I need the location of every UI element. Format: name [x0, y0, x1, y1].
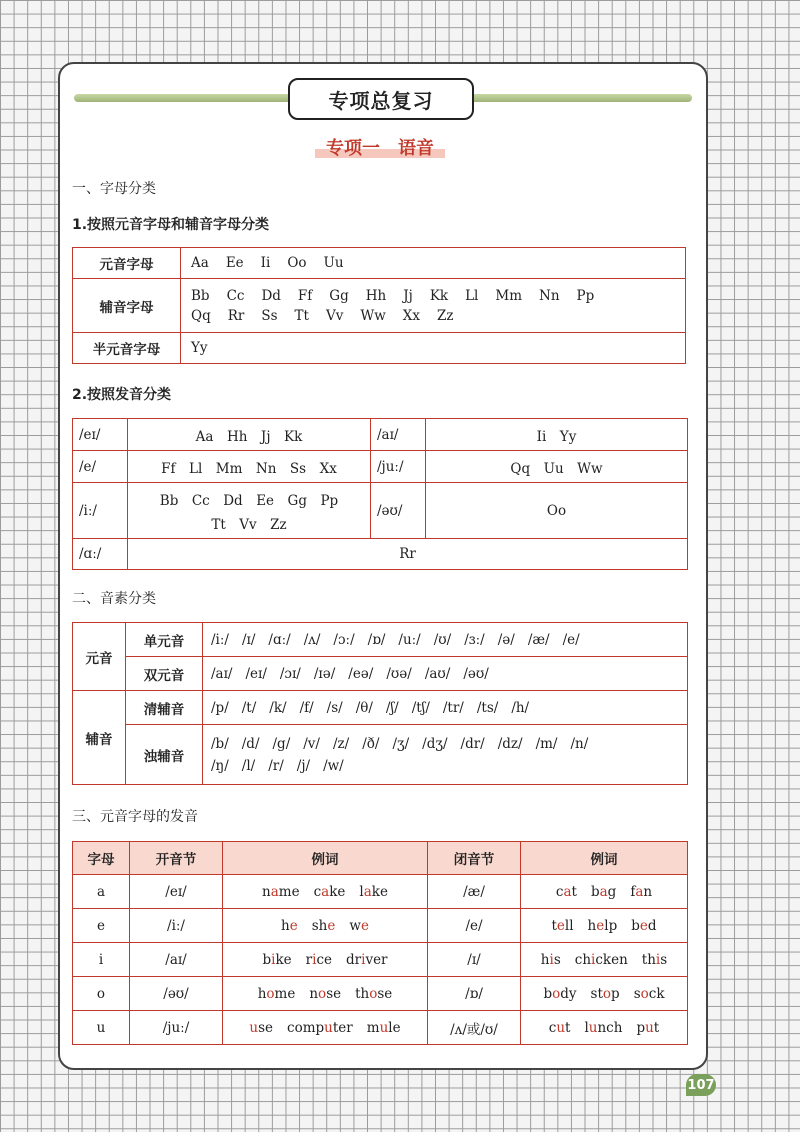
- word-part: st: [590, 985, 603, 1002]
- letter-cell: e: [73, 909, 130, 943]
- section2-heading: 二、音素分类: [72, 591, 156, 607]
- highlighted-letter: o: [552, 985, 561, 1002]
- example-word: [359, 884, 388, 900]
- word-part: me: [278, 883, 300, 900]
- list-token: /ʌ/: [303, 631, 321, 648]
- word-part: m: [366, 1019, 380, 1036]
- list-token: /ɒ/: [367, 631, 386, 648]
- table-row: [73, 333, 686, 364]
- highlighted-letter: o: [369, 985, 378, 1002]
- closed-syllable-cell: /ʌ/或/ʊ/: [428, 1011, 521, 1045]
- example-word: [249, 1020, 273, 1036]
- word-part: me: [274, 985, 296, 1002]
- table-row: [73, 977, 688, 1011]
- word-part: dr: [346, 951, 362, 968]
- open-words-cell: [223, 1011, 428, 1045]
- highlighted-letter: o: [602, 985, 612, 1002]
- word-part: se: [326, 985, 342, 1002]
- word-part: t: [551, 917, 557, 934]
- highlighted-letter: u: [645, 1019, 654, 1036]
- word-part: ll: [564, 917, 574, 934]
- letters-cell: Qq Uu Ww: [426, 451, 688, 483]
- letters-line: Bb Cc Dd Ee Gg Pp: [159, 492, 339, 509]
- row-label: 元音字母: [73, 248, 181, 279]
- highlighted-letter: e: [360, 917, 369, 934]
- word-part: c: [555, 883, 564, 900]
- table-row: [73, 279, 686, 333]
- table-row: [73, 419, 688, 451]
- list-token: /ɪ/: [241, 631, 256, 648]
- word-part: b: [631, 917, 640, 934]
- list-token: /tʃ/: [411, 699, 430, 716]
- list-token: /dʒ/: [422, 735, 448, 752]
- highlighted-letter: i: [271, 951, 276, 968]
- list-token: /v/: [303, 735, 320, 752]
- word-part: ke: [371, 883, 388, 900]
- letters-cell: Ii Yy: [426, 419, 688, 451]
- word-part: se: [258, 1019, 274, 1036]
- list-token: Tt: [294, 307, 309, 324]
- table-row: [73, 623, 688, 657]
- example-word: [591, 986, 620, 1002]
- phoneme-list: [203, 725, 688, 785]
- example-word: [543, 986, 576, 1002]
- word-part: h: [257, 985, 267, 1002]
- highlighted-letter: i: [312, 951, 317, 968]
- list-token: /l/: [241, 757, 256, 774]
- closed-words-cell: [521, 909, 688, 943]
- col-header: 例词: [223, 842, 428, 875]
- list-token: Zz: [437, 307, 454, 324]
- list-token: Ww: [360, 307, 386, 324]
- letter-cell: i: [73, 943, 130, 977]
- word-part: s: [553, 951, 561, 968]
- col-header: 闭音节: [428, 842, 521, 875]
- closed-syllable-cell: /e/: [428, 909, 521, 943]
- word-part: c: [548, 1019, 557, 1036]
- list-token: /k/: [269, 699, 287, 716]
- phoneme-cell: /əʊ/: [371, 483, 426, 539]
- list-token: /e/: [562, 631, 580, 648]
- list-token: /tr/: [442, 699, 464, 716]
- example-word: [631, 918, 656, 934]
- highlighted-letter: a: [599, 883, 608, 900]
- phoneme-table: [72, 622, 688, 785]
- example-word: [634, 986, 665, 1002]
- word-part: h: [281, 917, 290, 934]
- list-token: Gg: [329, 287, 349, 304]
- word-part: ck: [648, 985, 665, 1002]
- highlighted-letter: e: [596, 917, 605, 934]
- list-token: Hh: [365, 287, 387, 304]
- example-word: [312, 918, 336, 934]
- phoneme-cell: /eɪ/: [73, 419, 128, 451]
- page-title: 专项总复习: [288, 78, 474, 120]
- word-part: b: [543, 985, 553, 1002]
- section1-sub1: 1.按照元音字母和辅音字母分类: [72, 217, 270, 233]
- word-part: t: [565, 1019, 571, 1036]
- phoneme-cell: /aɪ/: [371, 419, 426, 451]
- highlighted-letter: e: [639, 917, 648, 934]
- example-word: [588, 918, 618, 934]
- list-token: Ll: [465, 287, 479, 304]
- example-word: [642, 952, 667, 968]
- list-token: /ʃ/: [385, 699, 399, 716]
- word-part: g: [607, 883, 617, 900]
- highlighted-letter: i: [361, 951, 366, 968]
- letters-cell: [181, 248, 686, 279]
- table-row: [73, 483, 688, 539]
- letter-cell: o: [73, 977, 130, 1011]
- highlighted-letter: a: [563, 883, 572, 900]
- group-label: 元音: [73, 623, 126, 691]
- list-token: /ə/: [497, 631, 515, 648]
- table-row: [73, 875, 688, 909]
- word-part: h: [587, 917, 597, 934]
- table-row: [73, 1011, 688, 1045]
- table-row: [73, 943, 688, 977]
- list-token: /əʊ/: [463, 665, 489, 682]
- list-token: /j/: [296, 757, 311, 774]
- list-token: Mm: [495, 287, 523, 304]
- word-part: n: [262, 883, 271, 900]
- list-token: /ʊə/: [386, 665, 412, 682]
- example-word: [287, 1020, 353, 1036]
- group-label: 辅音: [73, 691, 126, 785]
- highlighted-letter: i: [549, 951, 554, 968]
- list-token: /eə/: [348, 665, 374, 682]
- open-syllable-cell: /iː/: [130, 909, 223, 943]
- example-word: [541, 952, 561, 968]
- letters-cell: [128, 483, 371, 539]
- letter-cell: a: [73, 875, 130, 909]
- table-row: [73, 248, 686, 279]
- row-label: 辅音字母: [73, 279, 181, 333]
- list-token: /ɑː/: [268, 631, 291, 648]
- word-part: comp: [287, 1019, 325, 1036]
- vowel-pronunciation-table: [72, 841, 688, 1045]
- word-part: le: [388, 1019, 401, 1036]
- phoneme-list: [203, 623, 688, 657]
- list-token: /ʊ/: [433, 631, 452, 648]
- word-part: s: [633, 985, 641, 1002]
- highlighted-letter: u: [249, 1019, 259, 1036]
- closed-words-cell: [521, 875, 688, 909]
- open-syllable-cell: /juː/: [130, 1011, 223, 1045]
- word-part: h: [540, 951, 550, 968]
- example-word: [346, 952, 388, 968]
- col-header: 开音节: [130, 842, 223, 875]
- list-token: /n/: [570, 735, 589, 752]
- open-words-cell: [223, 977, 428, 1011]
- word-part: r: [305, 951, 313, 968]
- list-token: /ɔː/: [333, 631, 355, 648]
- highlighted-letter: i: [655, 951, 661, 968]
- word-part: ver: [365, 951, 388, 968]
- list-token: Bb: [191, 287, 210, 304]
- list-token: /dr/: [460, 735, 485, 752]
- word-part: l: [359, 883, 364, 900]
- example-word: [262, 952, 291, 968]
- word-part: w: [349, 917, 361, 934]
- list-token: /eɪ/: [245, 665, 267, 682]
- word-part: dy: [560, 985, 577, 1002]
- list-token: /dz/: [497, 735, 523, 752]
- list-token: /h/: [511, 699, 530, 716]
- word-part: cken: [595, 951, 628, 968]
- list-token: Ee: [225, 255, 244, 271]
- list-token: Rr: [227, 307, 245, 324]
- list-token: /p/: [211, 699, 229, 716]
- table-row: [73, 725, 688, 785]
- example-word: [551, 918, 573, 934]
- list-token: Xx: [402, 307, 421, 324]
- list-token: Ff: [297, 287, 313, 304]
- word-part: p: [611, 985, 620, 1002]
- example-word: [584, 1020, 622, 1036]
- table-row: [73, 451, 688, 483]
- word-part: t: [653, 1019, 660, 1036]
- list-token: /ʒ/: [392, 735, 410, 752]
- list-token: Pp: [576, 287, 595, 304]
- word-part: se: [377, 985, 393, 1002]
- list-token: Uu: [323, 255, 344, 271]
- highlighted-letter: o: [266, 985, 275, 1002]
- example-word: [549, 1020, 571, 1036]
- col-header: 字母: [73, 842, 130, 875]
- word-part: n: [643, 883, 653, 900]
- list-token: /z/: [332, 735, 350, 752]
- sound-class-table: [72, 418, 688, 570]
- example-word: [309, 986, 341, 1002]
- list-token: /ð/: [362, 735, 380, 752]
- word-part: ke: [329, 883, 346, 900]
- open-syllable-cell: /eɪ/: [130, 875, 223, 909]
- example-word: [258, 986, 296, 1002]
- section1-sub2: 2.按照发音分类: [72, 387, 172, 403]
- word-part: ce: [316, 951, 332, 968]
- phoneme-list: [203, 691, 688, 725]
- row-label: 半元音字母: [73, 333, 181, 364]
- list-token: /uː/: [398, 631, 421, 648]
- table-row: [73, 909, 688, 943]
- phoneme-list: [203, 657, 688, 691]
- example-word: [314, 884, 346, 900]
- example-word: [306, 952, 332, 968]
- word-part: nch: [597, 1019, 623, 1036]
- list-token: /aɪ/: [211, 665, 233, 682]
- example-word: [281, 918, 298, 934]
- letters-cell: [181, 279, 686, 333]
- page-number: 107: [686, 1074, 716, 1096]
- list-token: /ɪə/: [313, 665, 336, 682]
- section1-heading: 一、字母分类: [72, 181, 156, 197]
- word-part: b: [262, 951, 272, 968]
- list-token: Vv: [325, 307, 344, 324]
- highlighted-letter: u: [379, 1019, 389, 1036]
- letters-line: Tt Vv Zz: [211, 516, 287, 533]
- col-header: 例词: [521, 842, 688, 875]
- closed-words-cell: [521, 977, 688, 1011]
- word-part: b: [590, 883, 600, 900]
- list-token: /ɔɪ/: [279, 665, 301, 682]
- word-part: ter: [332, 1019, 353, 1036]
- highlighted-letter: u: [588, 1019, 598, 1036]
- table-header-row: [73, 842, 688, 875]
- list-token: Kk: [429, 287, 449, 304]
- list-token: /r/: [268, 757, 284, 774]
- open-syllable-cell: /aɪ/: [130, 943, 223, 977]
- list-token: /θ/: [355, 699, 373, 716]
- highlighted-letter: u: [324, 1019, 333, 1036]
- highlighted-letter: a: [270, 883, 279, 900]
- word-part: th: [641, 951, 656, 968]
- open-words-cell: [223, 875, 428, 909]
- list-token: Qq: [191, 307, 211, 324]
- highlighted-letter: e: [556, 917, 565, 934]
- letters-cell: Ff Ll Mm Nn Ss Xx: [128, 451, 371, 483]
- page-card: [58, 62, 708, 1070]
- list-token: /b/: [211, 735, 229, 752]
- example-word: [591, 884, 616, 900]
- highlighted-letter: i: [591, 951, 596, 968]
- open-words-cell: [223, 909, 428, 943]
- word-part: ch: [574, 951, 592, 968]
- word-part: sh: [311, 917, 328, 934]
- list-token: /m/: [535, 735, 558, 752]
- letter-class-table: [72, 247, 686, 364]
- list-token: /æ/: [527, 631, 550, 648]
- word-part: s: [660, 951, 668, 968]
- closed-syllable-cell: /ɪ/: [428, 943, 521, 977]
- list-token: /aʊ/: [424, 665, 451, 682]
- list-token: /w/: [323, 757, 344, 774]
- list-token: /ɜː/: [464, 631, 485, 648]
- closed-syllable-cell: /æ/: [428, 875, 521, 909]
- list-token: Yy: [191, 340, 208, 356]
- phoneme-cell: /e/: [73, 451, 128, 483]
- list-token: Ss: [261, 307, 278, 324]
- letter-cell: u: [73, 1011, 130, 1045]
- highlighted-letter: e: [289, 917, 298, 934]
- highlighted-letter: u: [556, 1019, 566, 1036]
- letters-cell: Oo: [426, 483, 688, 539]
- example-word: [262, 884, 300, 900]
- open-syllable-cell: /əʊ/: [130, 977, 223, 1011]
- example-word: [349, 918, 369, 934]
- list-token: Aa: [191, 255, 209, 271]
- closed-syllable-cell: /ɒ/: [428, 977, 521, 1011]
- word-part: n: [309, 985, 319, 1002]
- list-token: /ŋ/: [211, 757, 229, 774]
- phoneme-cell: /juː/: [371, 451, 426, 483]
- list-token: Nn: [539, 287, 560, 304]
- phoneme-cell: /iː/: [73, 483, 128, 539]
- phoneme-cell: /ɑː/: [73, 539, 128, 570]
- list-token: Oo: [287, 255, 307, 271]
- highlighted-letter: o: [640, 985, 649, 1002]
- example-word: [636, 1020, 659, 1036]
- section3-heading: 三、元音字母的发音: [72, 809, 198, 825]
- example-word: [367, 1020, 401, 1036]
- example-word: [355, 986, 392, 1002]
- list-token: Ii: [260, 255, 271, 271]
- list-token: /ts/: [476, 699, 499, 716]
- closed-words-cell: [521, 1011, 688, 1045]
- highlighted-letter: a: [321, 883, 330, 900]
- word-part: ke: [275, 951, 292, 968]
- word-part: d: [647, 917, 657, 934]
- category-label: 双元音: [126, 657, 203, 691]
- word-part: t: [571, 883, 577, 900]
- category-label: 单元音: [126, 623, 203, 657]
- word-part: p: [636, 1019, 646, 1036]
- open-words-cell: [223, 943, 428, 977]
- list-token: /d/: [241, 735, 260, 752]
- word-part: l: [584, 1019, 589, 1036]
- word-part: lp: [604, 917, 618, 934]
- list-token: Cc: [226, 287, 245, 304]
- word-part: f: [630, 883, 636, 900]
- word-part: th: [355, 985, 370, 1002]
- category-label: 浊辅音: [126, 725, 203, 785]
- table-row: [73, 539, 688, 570]
- example-word: [630, 884, 652, 900]
- list-token: Jj: [403, 287, 413, 304]
- table-row: [73, 691, 688, 725]
- letters-cell: Rr: [128, 539, 688, 570]
- list-token: /iː/: [211, 631, 229, 648]
- example-word: [556, 884, 577, 900]
- highlighted-letter: o: [318, 985, 327, 1002]
- list-token: /f/: [299, 699, 314, 716]
- list-token: /t/: [241, 699, 257, 716]
- highlighted-letter: a: [635, 883, 644, 900]
- closed-words-cell: [521, 943, 688, 977]
- example-word: [575, 952, 628, 968]
- list-token: /s/: [326, 699, 343, 716]
- letters-cell: Aa Hh Jj Kk: [128, 419, 371, 451]
- list-token: /g/: [272, 735, 291, 752]
- table-row: [73, 657, 688, 691]
- highlighted-letter: a: [363, 883, 372, 900]
- word-part: c: [313, 883, 322, 900]
- highlighted-letter: e: [327, 917, 336, 934]
- category-label: 清辅音: [126, 691, 203, 725]
- list-token: Dd: [261, 287, 281, 304]
- section-subtitle: 专项一 语音: [315, 134, 445, 160]
- letters-cell: [181, 333, 686, 364]
